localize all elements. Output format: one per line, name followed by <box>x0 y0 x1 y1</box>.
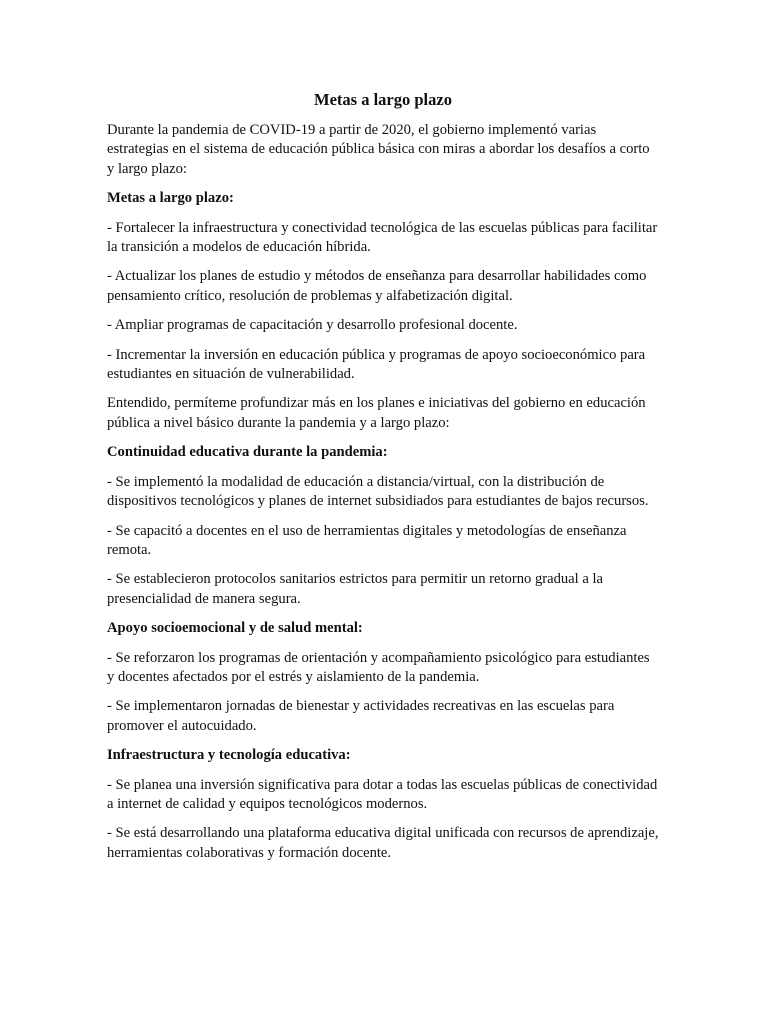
list-item: - Se planea una inversión significativa para dotar a todas las escuelas públicas de conectividad a internet de calidad y equipos tecnológicos modernos. <box>107 776 658 812</box>
list-item: - Ampliar programas de capacitación y desarrollo profesional docente. <box>107 317 518 334</box>
list-item: - Se establecieron protocolos sanitarios estrictos para permitir un retorno gradual a la presencialidad de manera segura. <box>107 571 604 607</box>
list-item: - Actualizar los planes de estudio y métodos de enseñanza para desarrollar habilidades como pensamiento crítico, resolución de problemas y alfabetización digital. <box>107 268 647 304</box>
list-item: - Se implementó la modalidad de educación a distancia/virtual, con la distribución de dispositivos tecnológicos y planes de internet subsidiados para estudiantes de bajos recursos. <box>107 473 649 510</box>
intro-paragraph: Durante la pandemia de COVID-19 a partir de 2020, el gobierno implementó varias estrategias en el sistema de educación pública básica con miras a abordar los desafíos a corto y largo plazo: <box>107 122 650 177</box>
list-item: - Fortalecer la infraestructura y conectividad tecnológica de las escuelas públicas para facilitar la transición a modelos de educación híbrida. <box>107 219 658 256</box>
section-heading-infrastructure: Infraestructura y tecnología educativa: <box>107 747 351 764</box>
list-item: - Incrementar la inversión en educación pública y programas de apoyo socioeconómico para estudiantes en situación de vulnerabilidad. <box>107 346 646 383</box>
list-item: - Se implementaron jornadas de bienestar y actividades recreativas en las escuelas para promover el autocuidado. <box>107 698 615 734</box>
page-title: Metas a largo plazo <box>314 90 452 109</box>
section-heading-long-term-goals: Metas a largo plazo: <box>107 190 234 207</box>
list-item: - Se reforzaron los programas de orientación y acompañamiento psicológico para estudiantes y docentes afectados por el estrés y aislamiento de la pandemia. <box>107 649 650 685</box>
list-item: - Se está desarrollando una plataforma educativa digital unificada con recursos de aprendizaje, herramientas colaborativas y formación docente. <box>107 825 659 861</box>
section-heading-socioemotional-support: Apoyo socioemocional y de salud mental: <box>107 620 363 637</box>
section-heading-educational-continuity: Continuidad educativa durante la pandemia: <box>107 444 388 461</box>
list-item: - Se capacitó a docentes en el uso de herramientas digitales y metodologías de enseñanza remota. <box>107 522 627 558</box>
transition-paragraph: Entendido, permíteme profundizar más en los planes e iniciativas del gobierno en educación pública a nivel básico durante la pandemia y a largo plazo: <box>107 395 646 431</box>
document-page <box>107 89 659 873</box>
